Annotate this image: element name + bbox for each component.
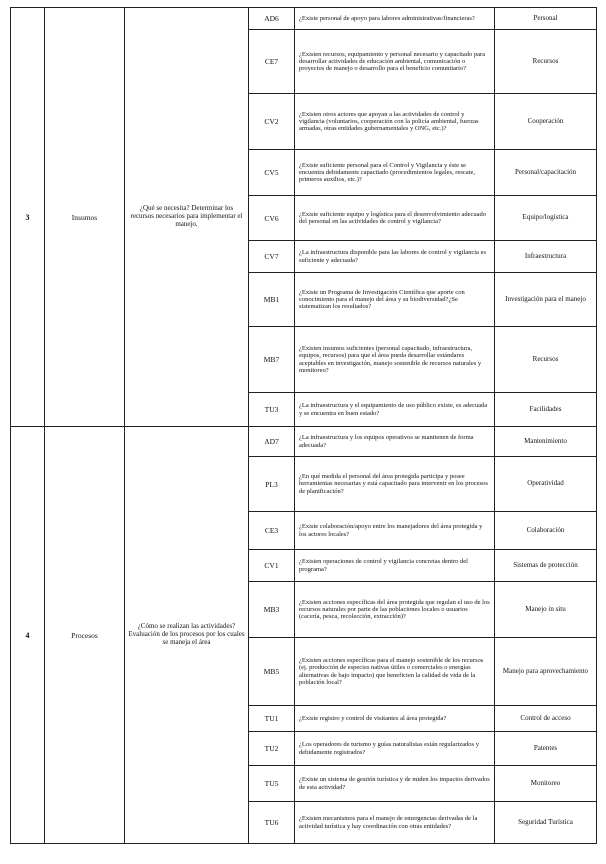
criterion-question: ¿Existe un Programa de Investigación Científica que aporte con conocimiento para el manejo del área y su biodiversidad?¿Se sistematizan los resultados? bbox=[295, 273, 495, 327]
criterion-code: CV5 bbox=[249, 150, 295, 196]
criterion-question: ¿Existe suficiente personal para el Control y Vigilancia y éste se encuentra debidamente capacitado (procedimientos legales, rescate, primeros auxilios, etc.)? bbox=[295, 150, 495, 196]
criterion-indicator: Manejo para aprovechamiento bbox=[495, 638, 597, 706]
criterion-code: MB5 bbox=[249, 638, 295, 706]
criterion-question: ¿Existe colaboración/apoyo entre los manejadores del área protegida y los actores locales? bbox=[295, 512, 495, 550]
table-row bbox=[11, 427, 597, 457]
criterion-question: ¿Existen mecanismos para el manejo de emergencias derivadas de la actividad turística y hay coordinación con otras entidades? bbox=[295, 802, 495, 844]
criterion-indicator: Colaboración bbox=[495, 512, 597, 550]
criterion-indicator: Recursos bbox=[495, 30, 597, 94]
criterion-code: CV1 bbox=[249, 550, 295, 582]
criterion-indicator: Recursos bbox=[495, 327, 597, 393]
criterion-question: ¿Existen otros actores que apoyan a las actividades de control y vigilancia (voluntarios, cooperación con la policía ambiental, fuerzas armadas, otras entidades gubernamentales y ONG, etc.)? bbox=[295, 94, 495, 150]
evaluation-table bbox=[10, 7, 597, 844]
criterion-indicator: Cooperación bbox=[495, 94, 597, 150]
criterion-question: ¿Existen acciones específicas del área protegida que regulan el uso de los recursos naturales por parte de las poblaciones locales o usuarios (cacería, pesca, recolección, extracción)? bbox=[295, 582, 495, 638]
criterion-code: TU3 bbox=[249, 393, 295, 427]
criterion-indicator: Seguridad Turística bbox=[495, 802, 597, 844]
criterion-code: PL3 bbox=[249, 457, 295, 512]
criterion-question: ¿Existe un sistema de gestión turística y de miden los impactos derivados de esta actividad? bbox=[295, 766, 495, 802]
criterion-question: ¿Los operadores de turismo y guías naturalistas están regularizados y debidamente registrados? bbox=[295, 732, 495, 766]
criterion-code: MB3 bbox=[249, 582, 295, 638]
criterion-code: TU1 bbox=[249, 706, 295, 732]
table-row bbox=[11, 8, 597, 30]
criterion-question: ¿La infraestructura y el equipamiento de uso público existe, es adecuada y se encuentra en buen estado? bbox=[295, 393, 495, 427]
evaluation-table-body bbox=[11, 8, 597, 844]
criterion-code: MB7 bbox=[249, 327, 295, 393]
criterion-question: ¿Existen recursos, equipamiento y personal necesario y capacitado para desarrollar actividades de educación ambiental, comunicación o proyectos de manejo o desarrollo para el beneficio comunitario? bbox=[295, 30, 495, 94]
criterion-code: CE7 bbox=[249, 30, 295, 94]
criterion-question: ¿Existen acciones específicas para el manejo sostenible de los recursos (ej. producción de especies nativas útiles o comerciales o energías alternativas de bajo impacto) que beneficien la calidad de vida de la población local? bbox=[295, 638, 495, 706]
criterion-code: MB1 bbox=[249, 273, 295, 327]
criterion-indicator: Infraestructura bbox=[495, 241, 597, 273]
section-number: 3 bbox=[11, 8, 45, 427]
section-description: ¿Qué se necesita? Determinar los recursos necesarios para implementar el manejo. bbox=[125, 8, 249, 427]
criterion-question: ¿Existe personal de apoyo para labores administrativas/financieras? bbox=[295, 8, 495, 30]
criterion-question: ¿Existen operaciones de control y vigilancia concretas dentro del programa? bbox=[295, 550, 495, 582]
criterion-indicator: Personal bbox=[495, 8, 597, 30]
criterion-code: TU5 bbox=[249, 766, 295, 802]
criterion-code: CE3 bbox=[249, 512, 295, 550]
criterion-question: ¿La infraestructura y los equipos operativos se mantienen de forma adecuada? bbox=[295, 427, 495, 457]
criterion-code: CV7 bbox=[249, 241, 295, 273]
criterion-indicator: Mantenimiento bbox=[495, 427, 597, 457]
criterion-question: ¿Existen insumos suficientes (personal capacitado, infraestructura, equipos, recursos) para que el área pueda desarrollar estándares aceptables en investigación, manejo sostenible de recursos naturales y monitoreo? bbox=[295, 327, 495, 393]
criterion-code: AD7 bbox=[249, 427, 295, 457]
criterion-code: TU6 bbox=[249, 802, 295, 844]
criterion-indicator: Control de acceso bbox=[495, 706, 597, 732]
criterion-indicator: Operatividad bbox=[495, 457, 597, 512]
criterion-code: TU2 bbox=[249, 732, 295, 766]
criterion-indicator: Patentes bbox=[495, 732, 597, 766]
criterion-question: ¿Existe registro y control de visitantes al área protegida? bbox=[295, 706, 495, 732]
criterion-indicator: Facilidades bbox=[495, 393, 597, 427]
criterion-question: ¿La infraestructura disponible para las labores de control y vigilancia es suficiente y adecuada? bbox=[295, 241, 495, 273]
criterion-indicator: Investigación para el manejo bbox=[495, 273, 597, 327]
criterion-indicator: Personal/capacitación bbox=[495, 150, 597, 196]
criterion-indicator: Manejo in situ bbox=[495, 582, 597, 638]
criterion-question: ¿Existe suficiente equipo y logística para el desenvolvimiento adecuado del personal en las actividades de control y vigilancia? bbox=[295, 196, 495, 241]
criterion-indicator: Sistemas de protección bbox=[495, 550, 597, 582]
section-name: Insumos bbox=[45, 8, 125, 427]
criterion-indicator: Equipo/logística bbox=[495, 196, 597, 241]
criterion-code: CV2 bbox=[249, 94, 295, 150]
criterion-question: ¿En qué medida el personal del área protegida participa y posee herramientas necesarias y está capacitado para intervenir en los procesos de planificación? bbox=[295, 457, 495, 512]
criterion-code: AD6 bbox=[249, 8, 295, 30]
section-name: Procesos bbox=[45, 427, 125, 844]
section-number: 4 bbox=[11, 427, 45, 844]
criterion-indicator: Monitoreo bbox=[495, 766, 597, 802]
section-description: ¿Cómo se realizan las actividades? Evaluación de los procesos por los cuales se maneja el área bbox=[125, 427, 249, 844]
criterion-code: CV6 bbox=[249, 196, 295, 241]
